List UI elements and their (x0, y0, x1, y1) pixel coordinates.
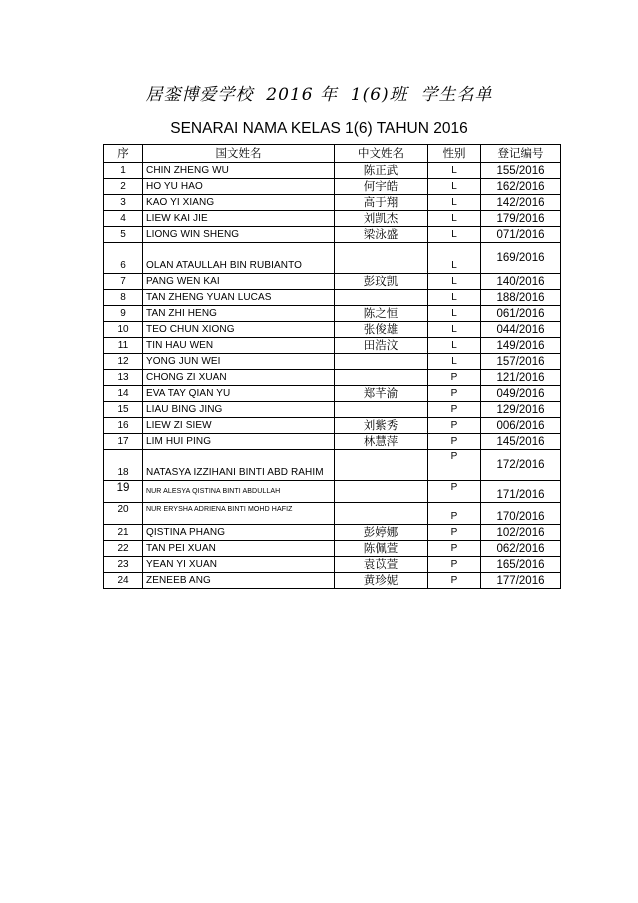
row-number: 13 (104, 370, 143, 386)
row-number: 17 (104, 434, 143, 450)
sex: P (428, 503, 481, 525)
chinese-name: 高于翔 (335, 195, 428, 211)
sex: P (428, 434, 481, 450)
registration-number: 140/2016 (481, 274, 561, 290)
registration-number: 157/2016 (481, 354, 561, 370)
registration-number: 129/2016 (481, 402, 561, 418)
row-number: 11 (104, 338, 143, 354)
table-row (104, 418, 561, 434)
row-number: 10 (104, 322, 143, 338)
chinese-name: 袁苡萱 (335, 557, 428, 573)
malay-name: TAN PEI XUAN (143, 541, 335, 557)
table-row (104, 386, 561, 402)
sex: P (428, 386, 481, 402)
malay-name: TIN HAU WEN (143, 338, 335, 354)
table-row (104, 322, 561, 338)
row-number: 9 (104, 306, 143, 322)
malay-name: ZENEEB ANG (143, 573, 335, 589)
chinese-name: 何宇皓 (335, 179, 428, 195)
registration-number: 155/2016 (481, 163, 561, 179)
malay-name: QISTINA PHANG (143, 525, 335, 541)
chinese-name: 田浩汶 (335, 338, 428, 354)
table-header-row (104, 145, 561, 163)
table-row (104, 290, 561, 306)
chinese-name (335, 481, 428, 503)
chinese-name (335, 450, 428, 481)
table-row (104, 557, 561, 573)
malay-name: TAN ZHENG YUAN LUCAS (143, 290, 335, 306)
malay-name: LIAU BING JING (143, 402, 335, 418)
malay-name: NATASYA IZZIHANI BINTI ABD RAHIM (143, 450, 335, 481)
table-row (104, 434, 561, 450)
row-number: 2 (104, 179, 143, 195)
chinese-name (335, 243, 428, 274)
header-chinese-name: 中文姓名 (335, 145, 428, 163)
chinese-name: 郑芊渝 (335, 386, 428, 402)
registration-number: 179/2016 (481, 211, 561, 227)
registration-number: 071/2016 (481, 227, 561, 243)
chinese-name (335, 354, 428, 370)
row-number: 21 (104, 525, 143, 541)
table-row (104, 541, 561, 557)
malay-name: NUR ERYSHA ADRIENA BINTI MOHD HAFIZ (143, 503, 335, 525)
sex: L (428, 338, 481, 354)
table-row (104, 243, 561, 274)
row-number: 16 (104, 418, 143, 434)
header-malay-name: 国文姓名 (143, 145, 335, 163)
chinese-name: 陈正武 (335, 163, 428, 179)
registration-number: 162/2016 (481, 179, 561, 195)
malay-name: CHIN ZHENG WU (143, 163, 335, 179)
row-number: 15 (104, 402, 143, 418)
malay-name: HO YU HAO (143, 179, 335, 195)
malay-name: PANG WEN KAI (143, 274, 335, 290)
chinese-name (335, 370, 428, 386)
table-row (104, 274, 561, 290)
row-number: 14 (104, 386, 143, 402)
registration-number: 061/2016 (481, 306, 561, 322)
table-row (104, 573, 561, 589)
student-roster-table (103, 144, 561, 589)
sex: L (428, 211, 481, 227)
table-row (104, 370, 561, 386)
malay-name: KAO YI XIANG (143, 195, 335, 211)
malay-name: YEAN YI XUAN (143, 557, 335, 573)
sex: L (428, 227, 481, 243)
registration-number: 171/2016 (481, 481, 561, 503)
sex: L (428, 163, 481, 179)
header-registration-number: 登记编号 (481, 145, 561, 163)
sex: L (428, 274, 481, 290)
table-row (104, 338, 561, 354)
table-row (104, 306, 561, 322)
malay-name: CHONG ZI XUAN (143, 370, 335, 386)
header-number: 序 (104, 145, 143, 163)
registration-number: 102/2016 (481, 525, 561, 541)
malay-name: TAN ZHI HENG (143, 306, 335, 322)
sex: P (428, 541, 481, 557)
sex: P (428, 402, 481, 418)
table-row (104, 354, 561, 370)
registration-number: 145/2016 (481, 434, 561, 450)
row-number: 18 (104, 450, 143, 481)
row-number: 8 (104, 290, 143, 306)
table-row (104, 179, 561, 195)
chinese-name: 陈佩萱 (335, 541, 428, 557)
registration-number: 149/2016 (481, 338, 561, 354)
registration-number: 169/2016 (481, 243, 561, 274)
chinese-name (335, 402, 428, 418)
registration-number: 142/2016 (481, 195, 561, 211)
registration-number: 188/2016 (481, 290, 561, 306)
sex: L (428, 354, 481, 370)
table-row (104, 450, 561, 481)
row-number: 19 (104, 481, 143, 503)
registration-number: 165/2016 (481, 557, 561, 573)
table-row (104, 402, 561, 418)
chinese-name: 彭玟凯 (335, 274, 428, 290)
row-number: 23 (104, 557, 143, 573)
chinese-name (335, 503, 428, 525)
row-number: 3 (104, 195, 143, 211)
sex: P (428, 525, 481, 541)
chinese-name: 张俊雄 (335, 322, 428, 338)
page-title-chinese: 居銮博爱学校 2016 年 1(6)班 学生名单 (145, 85, 493, 105)
sex: L (428, 179, 481, 195)
sex: L (428, 243, 481, 274)
table-row (104, 163, 561, 179)
sex: L (428, 322, 481, 338)
chinese-name: 林慧萍 (335, 434, 428, 450)
table-row (104, 481, 561, 503)
header-sex: 性别 (428, 145, 481, 163)
malay-name: EVA TAY QIAN YU (143, 386, 335, 402)
malay-name: TEO CHUN XIONG (143, 322, 335, 338)
malay-name: LIM HUI PING (143, 434, 335, 450)
sex: L (428, 290, 481, 306)
row-number: 12 (104, 354, 143, 370)
row-number: 4 (104, 211, 143, 227)
sex: P (428, 557, 481, 573)
table-row (104, 503, 561, 525)
sex: L (428, 195, 481, 211)
malay-name: NUR ALESYA QISTINA BINTI ABDULLAH (143, 481, 335, 503)
registration-number: 049/2016 (481, 386, 561, 402)
table-row (104, 525, 561, 541)
malay-name: LIEW KAI JIE (143, 211, 335, 227)
table-row (104, 227, 561, 243)
chinese-name (335, 290, 428, 306)
row-number: 5 (104, 227, 143, 243)
table-row (104, 211, 561, 227)
chinese-name: 梁泳盛 (335, 227, 428, 243)
registration-number: 177/2016 (481, 573, 561, 589)
sex: P (428, 481, 481, 503)
chinese-name: 陈之恒 (335, 306, 428, 322)
chinese-name: 刘凯杰 (335, 211, 428, 227)
row-number: 7 (104, 274, 143, 290)
registration-number: 062/2016 (481, 541, 561, 557)
row-number: 22 (104, 541, 143, 557)
sex: L (428, 306, 481, 322)
chinese-name: 黄珍妮 (335, 573, 428, 589)
malay-name: YONG JUN WEI (143, 354, 335, 370)
sex: P (428, 573, 481, 589)
table-row (104, 195, 561, 211)
sex: P (428, 450, 481, 481)
row-number: 20 (104, 503, 143, 525)
sex: P (428, 418, 481, 434)
registration-number: 172/2016 (481, 450, 561, 481)
registration-number: 006/2016 (481, 418, 561, 434)
registration-number: 121/2016 (481, 370, 561, 386)
row-number: 1 (104, 163, 143, 179)
sex: P (428, 370, 481, 386)
registration-number: 044/2016 (481, 322, 561, 338)
row-number: 24 (104, 573, 143, 589)
chinese-name: 彭婷娜 (335, 525, 428, 541)
page-title-malay: SENARAI NAMA KELAS 1(6) TAHUN 2016 (170, 120, 468, 137)
malay-name: LIEW ZI SIEW (143, 418, 335, 434)
registration-number: 170/2016 (481, 503, 561, 525)
malay-name: OLAN ATAULLAH BIN RUBIANTO (143, 243, 335, 274)
row-number: 6 (104, 243, 143, 274)
chinese-name: 刘紫秀 (335, 418, 428, 434)
malay-name: LIONG WIN SHENG (143, 227, 335, 243)
